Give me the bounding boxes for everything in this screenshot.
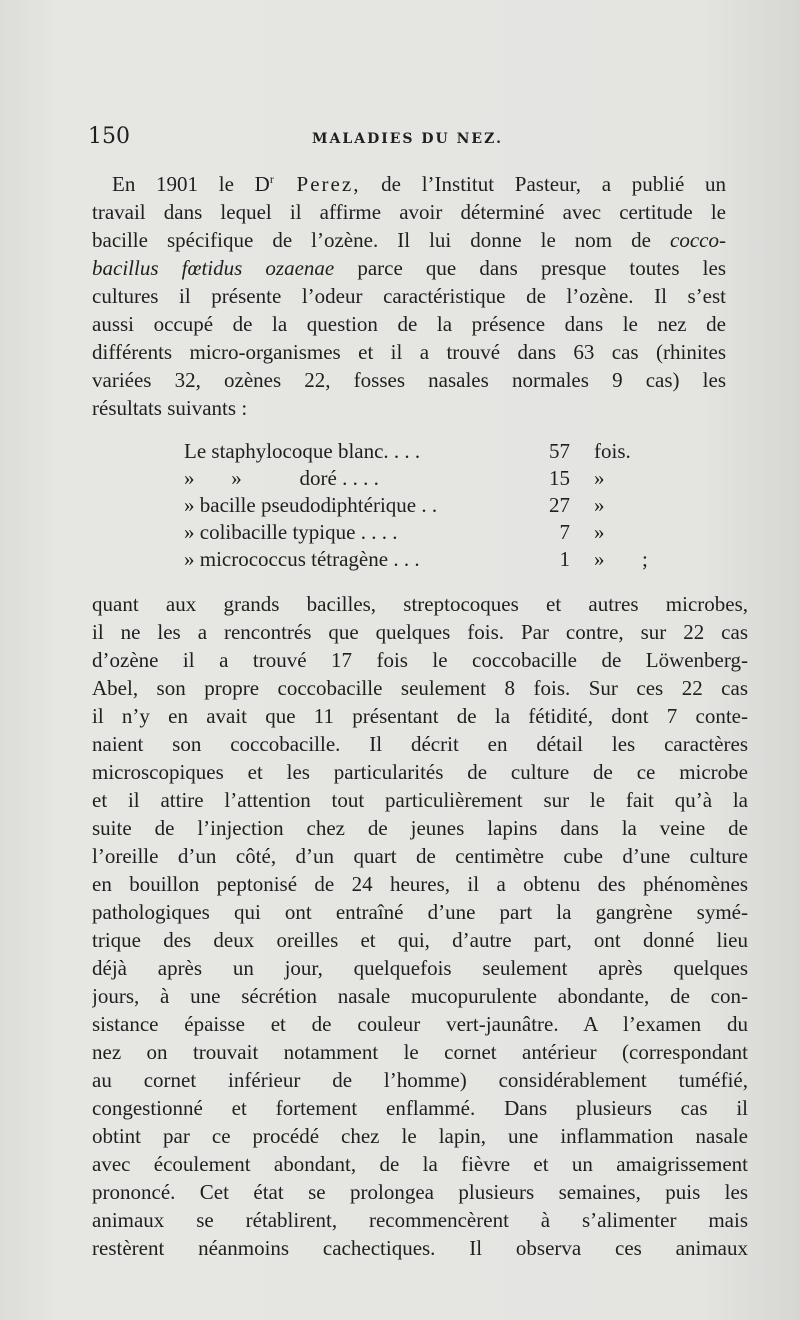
text-line: jours, à une sécrétion nasale mucopurulente abondante, de con- bbox=[92, 984, 748, 1008]
text-line bbox=[92, 226, 726, 254]
row-unit: » bbox=[594, 520, 605, 544]
text-line: en bouillon peptonisé de 24 heures, il a obtenu des phénomènes bbox=[92, 872, 748, 896]
row-label: » bacille pseudodiphtérique . . bbox=[184, 493, 438, 517]
table-row bbox=[184, 519, 664, 546]
text-span: parce que dans presque toutes les bbox=[334, 256, 726, 280]
text-line: travail dans lequel il affirme avoir déterminé avec certitude le bbox=[92, 200, 726, 224]
row-count: 57 bbox=[549, 439, 570, 463]
text-span: En 1901 le D bbox=[112, 172, 270, 196]
text-line: aussi occupé de la question de la présence dans le nez de bbox=[92, 312, 726, 336]
row-unit: » bbox=[594, 547, 605, 571]
text-line: nez on trouvait notamment le cornet antérieur (correspondant bbox=[92, 1040, 748, 1064]
row-count: 1 bbox=[559, 547, 570, 571]
text-line: il n’y en avait que 11 présentant de la fétidité, dont 7 conte- bbox=[92, 704, 748, 728]
table-row bbox=[184, 465, 664, 492]
text-line: trique des deux oreilles et qui, d’autre part, ont donné lieu bbox=[92, 928, 748, 952]
text-line: déjà après un jour, quelquefois seulement après quelques bbox=[92, 956, 748, 980]
text-line: cultures il présente l’odeur caractéristique de l’ozène. Il s’est bbox=[92, 284, 726, 308]
table-row bbox=[184, 546, 664, 573]
text-line: microscopiques et les particularités de culture de ce microbe bbox=[92, 760, 748, 784]
row-label: » colibacille typique . . . . bbox=[184, 520, 398, 544]
text-line: pathologiques qui ont entraîné d’une part la gangrène symé- bbox=[92, 900, 748, 924]
row-count: 7 bbox=[559, 520, 570, 544]
results-table bbox=[184, 438, 664, 573]
text-line: au cornet inférieur de l’homme) considérablement tuméfié, bbox=[92, 1068, 748, 1092]
text-line: suite de l’injection chez de jeunes lapins dans la veine de bbox=[92, 816, 748, 840]
text-line bbox=[92, 170, 726, 198]
row-unit: fois. bbox=[594, 439, 631, 463]
text-line: restèrent néanmoins cachectiques. Il observa ces animaux bbox=[92, 1236, 748, 1260]
text-line: résultats suivants : bbox=[92, 396, 248, 420]
row-count: 15 bbox=[549, 466, 570, 490]
page-header bbox=[0, 122, 800, 152]
text-line: l’oreille d’un côté, d’un quart de centimètre cube d’une culture bbox=[92, 844, 748, 868]
text-line: sistance épaisse et de couleur vert-jaunâtre. A l’examen du bbox=[92, 1012, 748, 1036]
page-number: 150 bbox=[88, 124, 130, 149]
row-unit: » bbox=[594, 466, 605, 490]
text-line: avec écoulement abondant, de la fièvre et un amaigrissement bbox=[92, 1152, 748, 1176]
text-span: de l’Institut Pasteur, a publié un bbox=[360, 172, 726, 196]
text-line: naient son coccobacille. Il décrit en détail les caractères bbox=[92, 732, 748, 756]
italic-term: bacillus fœtidus ozaenae bbox=[92, 256, 335, 280]
table-row bbox=[184, 438, 664, 465]
running-title: MALADIES DU NEZ. bbox=[312, 131, 503, 147]
text-span: bacille spécifique de l’ozène. Il lui donne le nom de bbox=[92, 228, 671, 252]
italic-term: cocco- bbox=[670, 228, 726, 252]
paragraph-2 bbox=[92, 590, 748, 1262]
paragraph-1 bbox=[92, 170, 726, 422]
text-line: obtint par ce procédé chez le lapin, une inflammation nasale bbox=[92, 1124, 748, 1148]
text-line: différents micro-organismes et il a trouvé dans 63 cas (rhinites bbox=[92, 340, 726, 364]
text-line: et il attire l’attention tout particulièrement sur le fait qu’à la bbox=[92, 788, 748, 812]
row-label: » micrococcus tétragène . . . bbox=[184, 547, 420, 571]
text-line: quant aux grands bacilles, streptocoques et autres microbes, bbox=[92, 592, 748, 616]
row-unit: » bbox=[594, 493, 605, 517]
text-line: prononcé. Cet état se prolongea plusieurs semaines, puis les bbox=[92, 1180, 748, 1204]
author-name: Perez, bbox=[273, 172, 361, 196]
row-count: 27 bbox=[549, 493, 570, 517]
text-line: Abel, son propre coccobacille seulement 8 fois. Sur ces 22 cas bbox=[92, 676, 748, 700]
text-line bbox=[92, 254, 726, 282]
row-punct: ; bbox=[642, 547, 648, 571]
text-line: d’ozène il a trouvé 17 fois le coccobacille de Löwenberg- bbox=[92, 648, 748, 672]
row-label: » » doré . . . . bbox=[184, 466, 379, 490]
row-label: Le staphylocoque blanc. . . . bbox=[184, 439, 421, 463]
superscript: r bbox=[269, 172, 274, 186]
text-line: il ne les a rencontrés que quelques fois. Par contre, sur 22 cas bbox=[92, 620, 748, 644]
table-row bbox=[184, 492, 664, 519]
text-line: variées 32, ozènes 22, fosses nasales normales 9 cas) les bbox=[92, 368, 726, 392]
text-line: animaux se rétablirent, recommencèrent à s’alimenter mais bbox=[92, 1208, 748, 1232]
text-line: congestionné et fortement enflammé. Dans plusieurs cas il bbox=[92, 1096, 748, 1120]
